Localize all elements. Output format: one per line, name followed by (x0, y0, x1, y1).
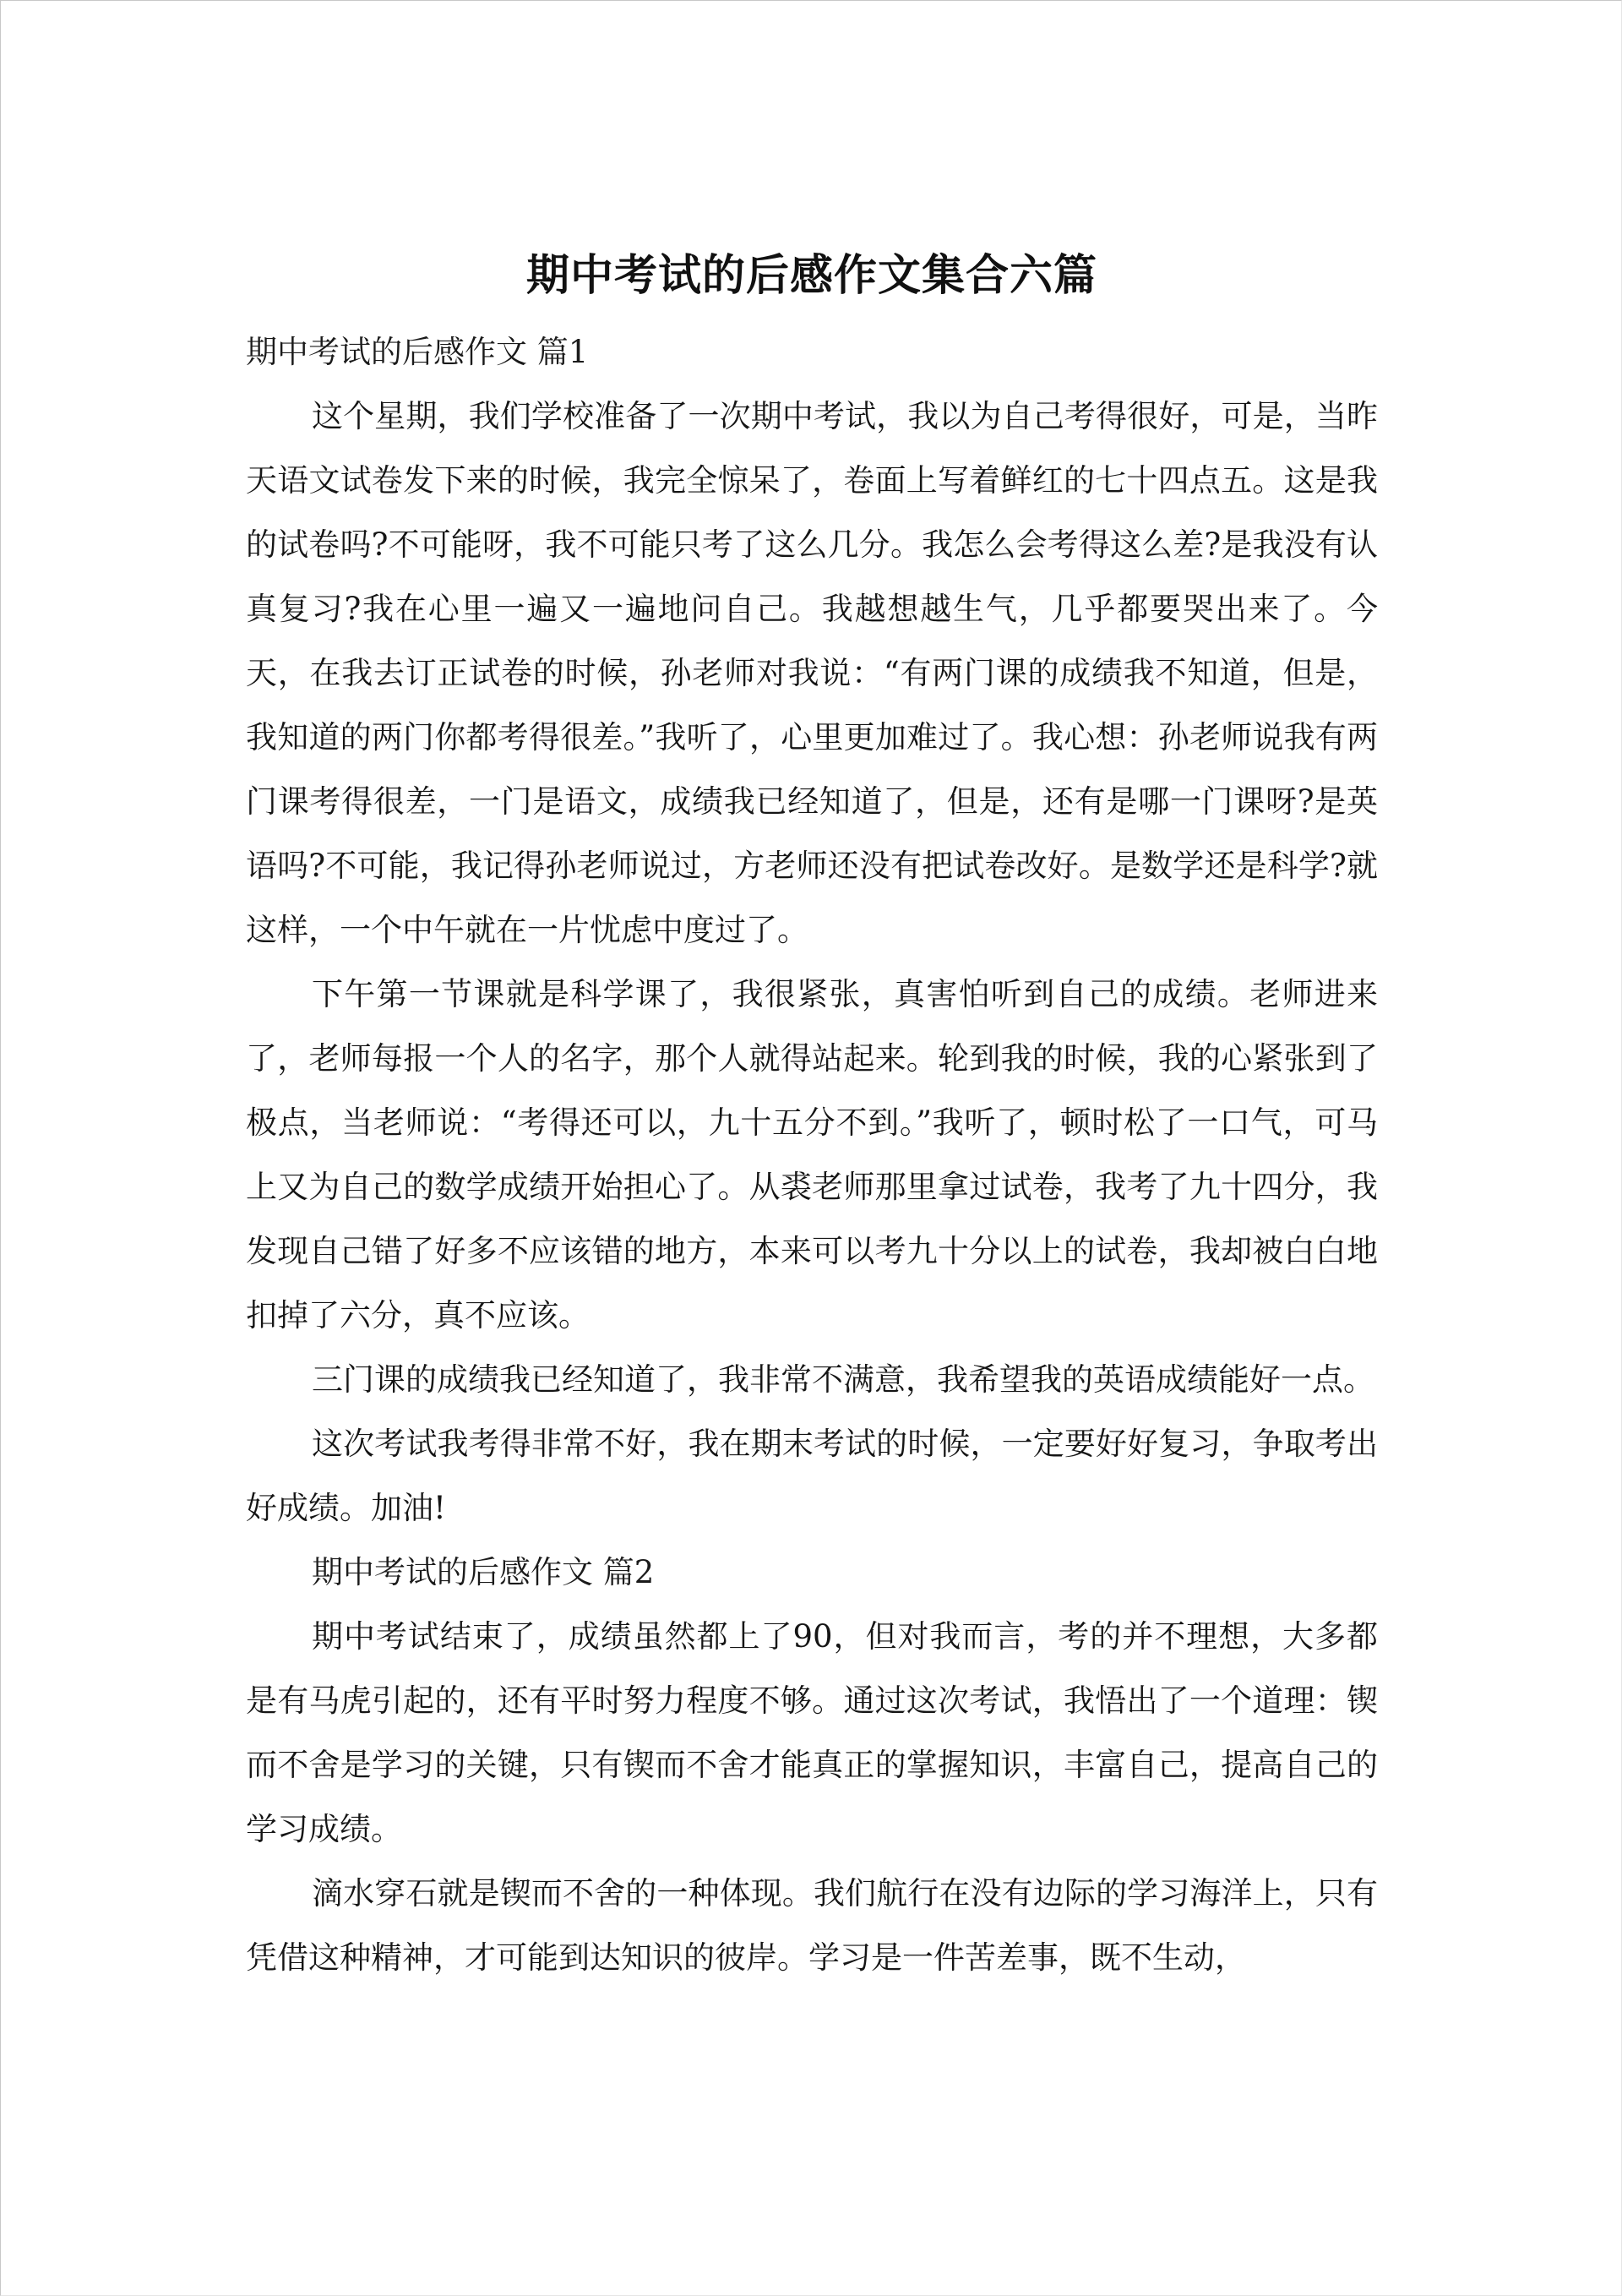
section-heading-2: 期中考试的后感作文 篇2 (312, 1554, 655, 1590)
document-title: 期中考试的后感作文集合六篇 (525, 251, 1097, 301)
paragraph: 这个星期，我们学校准备了一次期中考试，我以为自己考得很好，可是，当昨天语文试卷发下来的时候，我完全惊呆了，卷面上写着鲜红的七十四点五。这是我的试卷吗?不可能呀，我不可能只考了这么几分。我怎么会考得这么差?是我没有认真复习?我在心里一遍又一遍地问自己。我越想越生气，几乎都要哭出来了。今天，在我去订正试卷的时候，孙老师对我说：“有两门课的成绩我不知道，但是，我知道的两门你都考得很差。”我听了，心里更加难过了。我心想：孙老师说我有两门课考得很差，一门是语文，成绩我已经知道了，但是，还有是哪一门课呀?是英语吗?不可能，我记得孙老师说过，方老师还没有把试卷改好。是数学还是科学?就这样，一个中午就在一片忧虑中度过了。 (246, 398, 1378, 948)
paragraph: 滴水穿石就是锲而不舍的一种体现。我们航行在没有边际的学习海洋上，只有凭借这种精神，才可能到达知识的彼岸。学习是一件苦差事，既不生动， (246, 1875, 1378, 1976)
paragraph: 三门课的成绩我已经知道了，我非常不满意，我希望我的英语成绩能好一点。 (312, 1361, 1374, 1398)
section-heading-1: 期中考试的后感作文 篇1 (246, 334, 589, 370)
document-body (246, 246, 1378, 1990)
paragraph: 下午第一节课就是科学课了，我很紧张，真害怕听到自己的成绩。老师进来了，老师每报一个人的名字，那个人就得站起来。轮到我的时候，我的心紧张到了极点，当老师说：“考得还可以，九十五分不到。”我听了，顿时松了一口气，可马上又为自己的数学成绩开始担心了。从裘老师那里拿过试卷，我考了九十四分，我发现自己错了好多不应该错的地方，本来可以考九十分以上的试卷，我却被白白地扣掉了六分，真不应该。 (246, 976, 1378, 1333)
paragraph: 这次考试我考得非常不好，我在期末考试的时候，一定要好好复习，争取考出好成绩。加油! (246, 1426, 1378, 1526)
paragraph: 期中考试结束了，成绩虽然都上了90，但对我而言，考的并不理想，大多都是有马虎引起的，还有平时努力程度不够。通过这次考试，我悟出了一个道理：锲而不舍是学习的关键，只有锲而不舍才能真正的掌握知识，丰富自己，提高自己的学习成绩。 (246, 1618, 1378, 1847)
